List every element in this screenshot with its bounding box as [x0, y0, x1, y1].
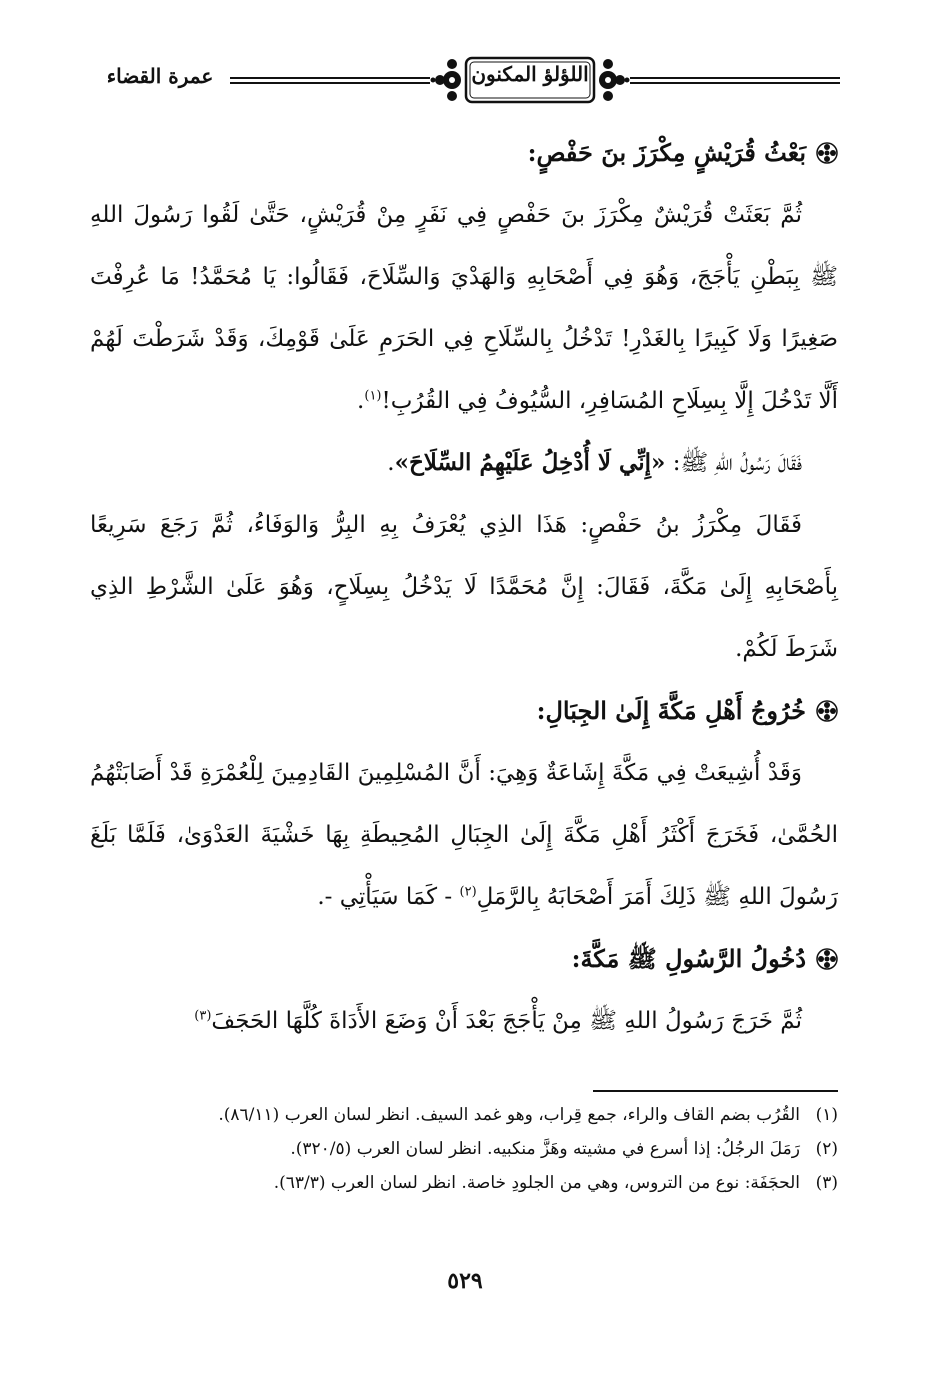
section-heading-text: دُخُولُ الرَّسُولِ ﷺ مَكَّةَ:	[571, 944, 806, 973]
section-heading-2	[90, 680, 838, 742]
flower-ornament-icon	[816, 948, 838, 970]
paragraph-text: وَقَدْ أُشِيعَتْ فِي مَكَّةَ إِشَاعَةٌ وَهِيَ: أَنَّ المُسْلِمِينَ القَادِمِينَ لِلْعُمْرَةِ قَدْ أَصَابَتْهُمُ الحُمَّىٰ، فَخَرَجَ أَكْثَرُ أَهْلِ مَكَّةَ إِلَىٰ الجِبَالِ المُحِيطَةِ بِهَا خَشْيَةَ العَدْوَىٰ، فَلَمَّا بَلَغَ رَسُولَ اللهِ ﷺ ذَلِكَ أَمَرَ أَصْحَابَهُ بِالرَّمَلِ	[90, 760, 838, 910]
paragraph-text: فَقَالَ مِكْرَزُ بنُ حَفْصٍ: هَذَا الذِي يُعْرَفُ بِهِ البِرُّ وَالوَفَاءُ، ثُمَّ رَجَعَ سَرِيعًا بِأَصْحَابِهِ إِلَىٰ مَكَّةَ، فَقَالَ: إِنَّ مُحَمَّدًا لَا يَدْخُلُ بِسِلَاحٍ، وَهُوَ عَلَىٰ الشَّرْطِ الذِي شَرَطَ لَكُمْ.	[90, 512, 838, 662]
running-header	[90, 50, 840, 110]
paragraph-end: .	[387, 450, 395, 476]
footnote-3	[90, 1166, 838, 1200]
paragraph-text: فَقَالَ رَسُولُ اللهِ ﷺ:	[672, 450, 802, 476]
chapter-title: عمرة القضاء	[106, 64, 214, 88]
prophetic-quote: «إِنِّي لَا أُدْخِلُ عَلَيْهِمُ السِّلَاحَ»	[394, 449, 666, 476]
paragraph-end: .	[357, 388, 365, 414]
paragraph-text: ثُمَّ خَرَجَ رَسُولُ اللهِ ﷺ مِنْ يَأْجَجَ بَعْدَ أَنْ وَضَعَ الأَدَاةَ كُلَّهَا الحَجَفَ	[211, 1008, 802, 1034]
footnote-ref: (٢)	[459, 884, 477, 900]
flower-ornament-icon	[816, 700, 838, 722]
footnote-ref: (١)	[364, 388, 382, 404]
footnote-2	[90, 1132, 838, 1166]
footnote-number: (٢)	[815, 1139, 838, 1159]
flower-ornament-icon	[816, 142, 838, 164]
main-text	[90, 122, 838, 1052]
footnote-1	[90, 1098, 838, 1132]
paragraph-1	[90, 184, 838, 432]
paragraph-3	[90, 494, 838, 680]
footnote-separator	[593, 1090, 838, 1092]
paragraph-5	[90, 990, 838, 1052]
footnote-text: رَمَلَ الرجُلُ: إذا أسرع في مشيته وهَزَّ منكبيه. انظر لسان العرب (٣٢٠/٥).	[290, 1139, 800, 1159]
book-title: اللؤلؤ المكنون	[471, 62, 589, 86]
header-rule-right	[630, 77, 840, 84]
page-number: ٥٢٩	[447, 1268, 483, 1294]
footnote-ref: (٣)	[194, 1008, 212, 1024]
footnote-number: (٣)	[815, 1173, 838, 1193]
header-rule-left	[230, 77, 430, 84]
section-heading-1	[90, 122, 838, 184]
section-heading-3	[90, 928, 838, 990]
footnote-text: القُرُب بضم القاف والراء، جمع قِراب، وهو غمد السيف. انظر لسان العرب (٨٦/١١).	[218, 1105, 800, 1125]
paragraph-text: ثُمَّ بَعَثَتْ قُرَيْشٌ مِكْرَزَ بنَ حَفْصٍ فِي نَفَرٍ مِنْ قُرَيْشٍ، حَتَّىٰ لَقُوا رَسُولَ اللهِ ﷺ بِبَطْنِ يَأْجَجَ، وَهُوَ فِي أَصْحَابِهِ وَالهَدْيَ وَالسِّلَاحَ، فَقَالُوا: يَا مُحَمَّدُ! مَا عُرِفْتَ صَغِيرًا وَلَا كَبِيرًا بِالغَدْرِ! تَدْخُلُ بِالسِّلَاحِ فِي الحَرَمِ عَلَىٰ قَوْمِكَ، وَقَدْ شَرَطْتَ لَهُمْ أَلَّا تَدْخُلَ إِلَّا بِسِلَاحِ المُسَافِرِ، السُّيُوفُ فِي القُرُبِ!	[90, 202, 838, 414]
paragraph-2	[90, 432, 838, 494]
section-heading-text: بَعْثُ قُرَيْشٍ مِكْرَزَ بنَ حَفْصٍ:	[527, 138, 806, 167]
paragraph-end: - كَمَا سَيَأْتِي -.	[317, 884, 460, 910]
footnotes	[90, 1098, 838, 1200]
footnote-number: (١)	[815, 1105, 838, 1125]
paragraph-4	[90, 742, 838, 928]
section-heading-text: خُرُوجُ أَهْلِ مَكَّةَ إِلَىٰ الجِبَالِ:	[536, 696, 806, 725]
book-title-cartouche	[430, 50, 630, 110]
footnote-text: الحجَفَة: نوع من التروس، وهي من الجلودِ خاصة. انظر لسان العرب (٦٣/٣).	[273, 1173, 800, 1193]
